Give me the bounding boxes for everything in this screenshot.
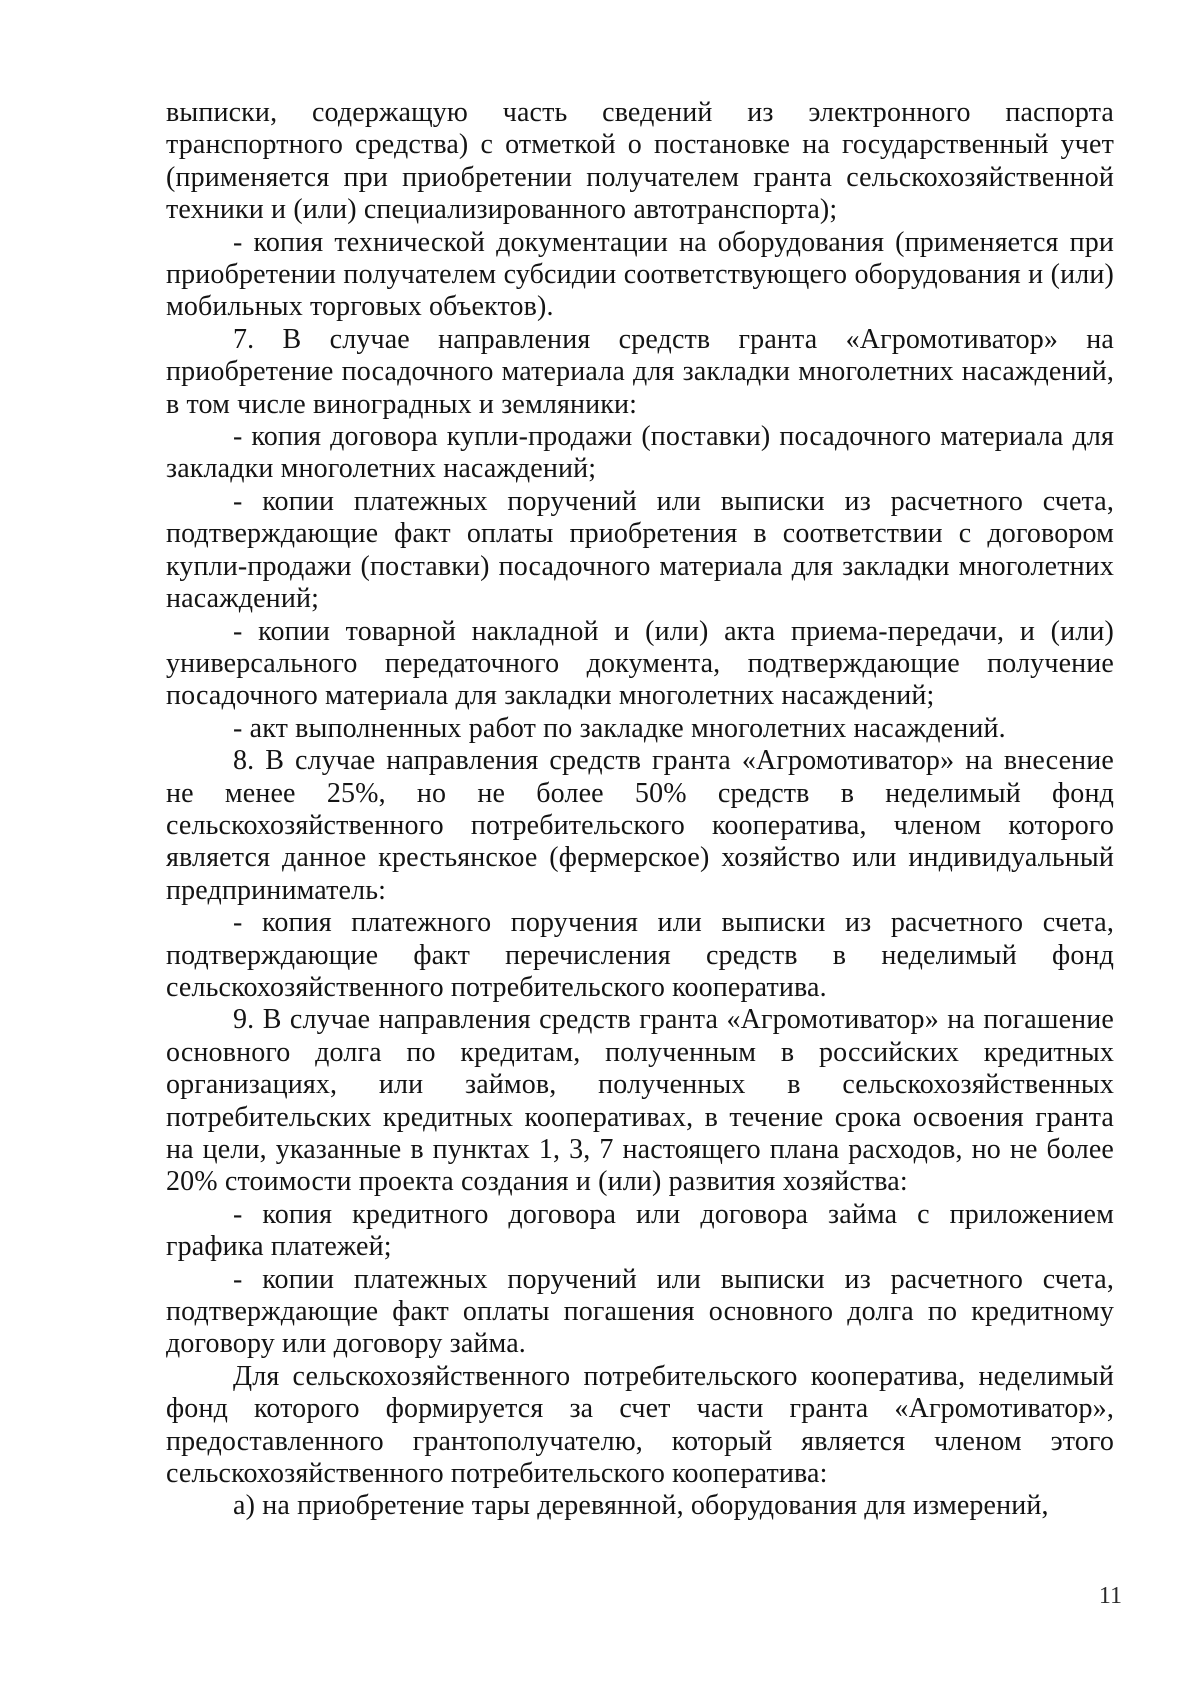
paragraph-item-7-act: - акт выполненных работ по закладке многолетних насаждений. xyxy=(233,712,1006,744)
paragraph-technical-documentation: - копия технической документации на оборудования (применяется при приобретении получателем субсидии соответствующего оборудования и (или) мобильных торговых объектов). xyxy=(166,226,1114,323)
paragraph-vehicle-passport-extract: выписки, содержащую часть сведений из электронного паспорта транспортного средства) с отметкой о постановке на государственный учет (применяется при приобретении получателем гранта сельскохозяйственной техники и (или) специализированного автотранспорта); xyxy=(166,97,1114,226)
paragraph-subitem-a: а) на приобретение тары деревянной, оборудования для измерений, xyxy=(233,1490,1049,1522)
page-number: 11 xyxy=(1098,1583,1122,1609)
paragraph-item-9-heading: 9. В случае направления средств гранта «Агромотиватор» на погашение основного долга по кредитам, полученным в российских кредитных организациях, или займов, полученных в сельскохозяйственных потребительских кредитных кооперативах, в течение срока освоения гранта на цели, указанные в пунктах 1, 3, 7 настоящего плана расходов, но не более 20% стоимости проекта создания и (или) развития хозяйства: xyxy=(166,1004,1114,1198)
paragraph-item-9-payments: - копии платежных поручений или выписки из расчетного счета, подтверждающие факт оплаты погашения основного долга по кредитному договору или договору займа. xyxy=(166,1263,1114,1360)
document-body xyxy=(166,97,1114,1523)
paragraph-cooperative-heading: Для сельскохозяйственного потребительского кооператива, неделимый фонд которого формируется за счет части гранта «Агромотиватор», предоставленного грантополучателю, который является членом этого сельскохозяйственного потребительского кооператива: xyxy=(166,1360,1114,1490)
paragraph-item-7-heading: 7. В случае направления средств гранта «Агромотиватор» на приобретение посадочного материала для закладки многолетних насаждений, в том числе виноградных и земляники: xyxy=(166,323,1114,420)
paragraph-item-8-payment: - копия платежного поручения или выписки из расчетного счета, подтверждающие факт перечисления средств в неделимый фонд сельскохозяйственного потребительского кооператива. xyxy=(166,907,1114,1003)
paragraph-item-7-contract: - копия договора купли-продажи (поставки) посадочного материала для закладки многолетних насаждений; xyxy=(166,421,1114,485)
paragraph-item-7-payments: - копии платежных поручений или выписки из расчетного счета, подтверждающие факт оплаты приобретения в соответствии с договором купли-продажи (поставки) посадочного материала для закладки многолетних насаждений; xyxy=(166,485,1114,615)
paragraph-item-7-invoice: - копии товарной накладной и (или) акта приема-передачи, и (или) универсального передаточного документа, подтверждающие получение посадочного материала для закладки многолетних насаждений; xyxy=(166,615,1114,712)
paragraph-item-9-credit-contract: - копия кредитного договора или договора займа с приложением графика платежей; xyxy=(166,1198,1114,1263)
paragraph-item-8-heading: 8. В случае направления средств гранта «Агромотиватор» на внесение не менее 25%, но не более 50% средств в неделимый фонд сельскохозяйственного потребительского кооператива, членом которого является данное крестьянское (фермерское) хозяйство или индивидуальный предприниматель: xyxy=(166,745,1114,906)
